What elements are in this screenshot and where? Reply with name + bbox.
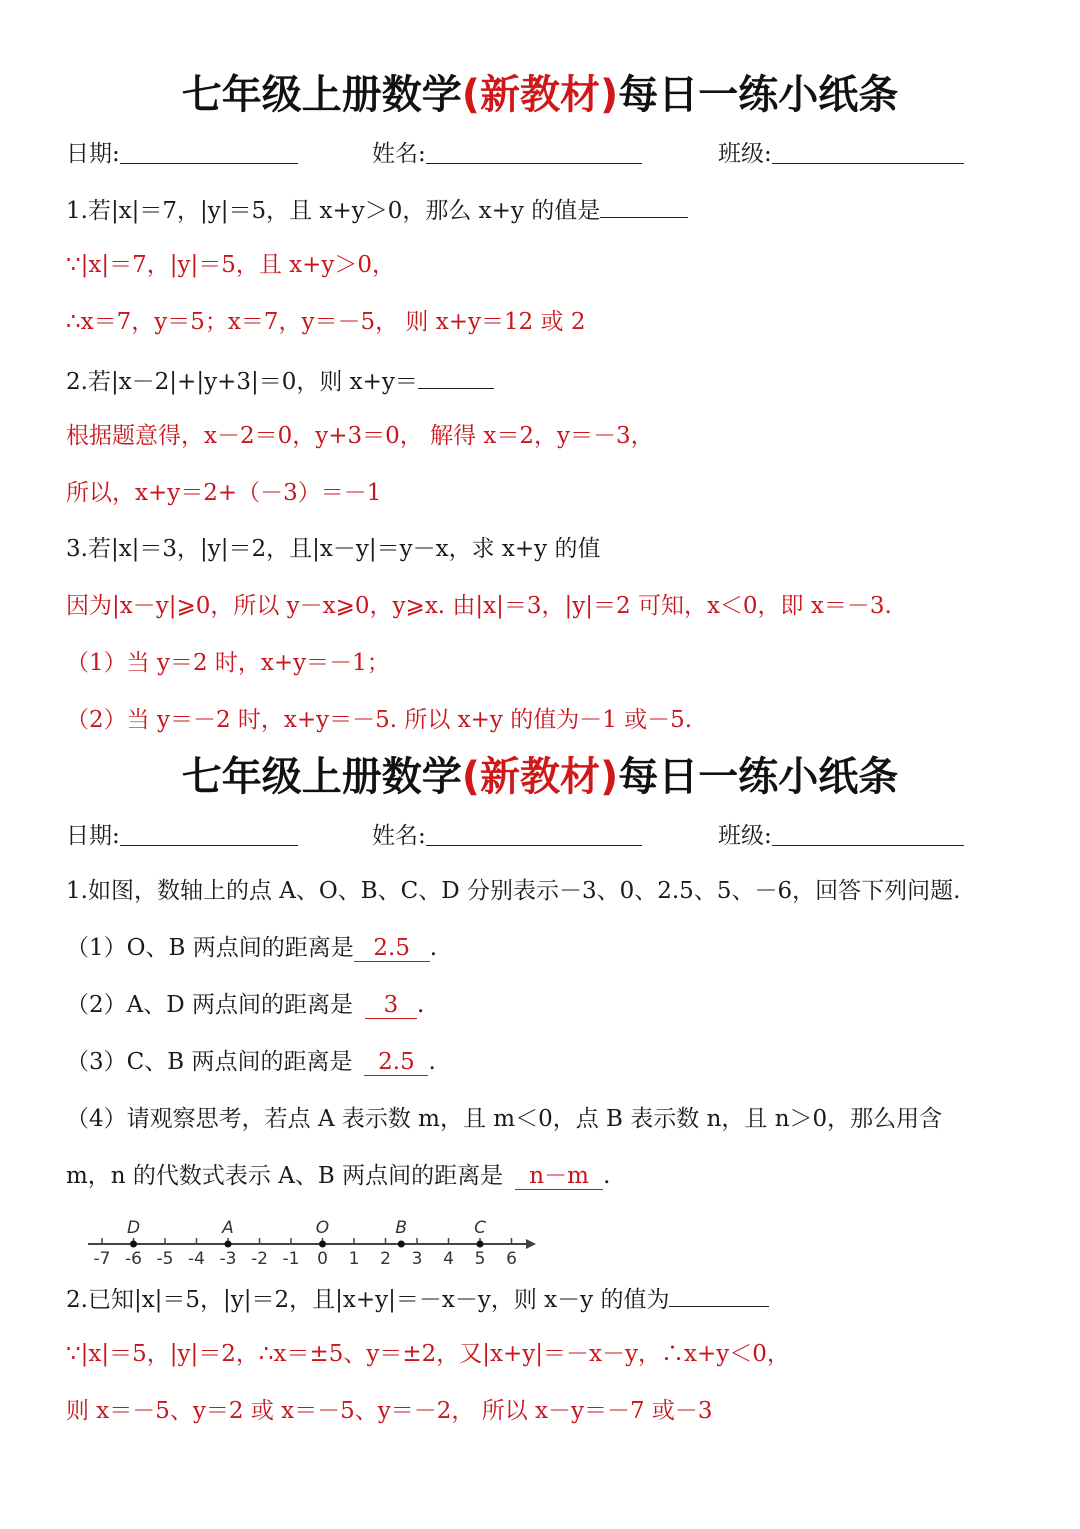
title-suffix: 每日一练小纸条 (618, 754, 899, 800)
period: . (603, 1163, 611, 1189)
point-dot (477, 1241, 484, 1248)
s1-q2-solution-2: 所以，x+y＝2+（－3）＝－1 (66, 480, 382, 506)
tick-label: -7 (93, 1249, 111, 1269)
s2-q2-text: 2.已知|x|＝5，|y|＝2，且|x+y|＝－x－y，则 x－y 的值为 (66, 1287, 670, 1313)
name-label: 姓名: (372, 823, 426, 849)
s2-q1-part1 (66, 933, 437, 963)
s1-q3: 3.若|x|＝3，|y|＝2，且|x－y|＝y－x，求 x+y 的值 (66, 536, 601, 562)
s2-q1-answer2[interactable]: 3 (365, 992, 417, 1019)
s2-q2-solution-1: ∵|x|＝5，|y|＝2，∴x＝±5、y＝±2，又|x+y|＝－x－y，∴x+y＜0， (66, 1341, 790, 1367)
point-dot (398, 1241, 405, 1248)
tick-label: 6 (506, 1249, 517, 1269)
s2-q1-answer4[interactable]: n－m (515, 1163, 603, 1190)
class-label: 班级: (718, 823, 772, 849)
sheet1-date (66, 136, 298, 169)
name-label: 姓名: (372, 141, 426, 167)
s2-q2-stem (66, 1282, 769, 1315)
s1-q3-solution-2: （1）当 y＝2 时，x+y＝－1； (66, 650, 390, 676)
s2-q1-answer1[interactable]: 2.5 (354, 935, 430, 962)
class-blank[interactable] (772, 139, 964, 164)
tick-label: 2 (380, 1249, 391, 1269)
tick-label: 1 (348, 1249, 360, 1269)
s1-q1-solution-1: ∵|x|＝7，|y|＝5，且 x+y＞0， (66, 252, 396, 278)
date-blank[interactable] (120, 821, 298, 846)
s2-q1-part4-text: m，n 的代数式表示 A、B 两点间的距离是 (66, 1163, 504, 1189)
s1-q3-solution-1: 因为|x－y|⩾0，所以 y－x⩾0，y⩾x. 由|x|＝3，|y|＝2 可知，x＜0，即 x＝－3. (66, 593, 892, 619)
class-label: 班级: (718, 141, 772, 167)
sheet1-class (718, 136, 964, 169)
sheet2-title (0, 752, 1080, 802)
s2-q1-part3 (66, 1047, 436, 1077)
name-blank[interactable] (426, 139, 642, 164)
period: . (429, 935, 438, 961)
point-label: D (126, 1218, 141, 1238)
number-line-axis (88, 1239, 536, 1249)
s1-q1 (66, 193, 688, 226)
date-blank[interactable] (120, 139, 298, 164)
point-dot (225, 1241, 232, 1248)
s1-q1-solution-2: ∴x＝7，y＝5；x＝7，y＝－5， 则 x+y＝12 或 2 (66, 309, 586, 335)
s1-q1-blank[interactable] (600, 193, 688, 218)
date-label: 日期: (66, 823, 120, 849)
class-blank[interactable] (772, 821, 964, 846)
point-label: A (222, 1218, 234, 1238)
tick-label: -1 (282, 1249, 300, 1269)
tick-label: -2 (251, 1249, 268, 1269)
point-label: O (315, 1218, 330, 1238)
tick-label: 0 (317, 1249, 328, 1269)
s2-q1-stem: 1.如图，数轴上的点 A、O、B、C、D 分别表示－3、0、2.5、5、－6，回答下列问题. (66, 878, 961, 904)
s1-q2-text: 2.若|x－2|+|y+3|＝0，则 x+y＝ (66, 369, 418, 395)
sheet2-class (718, 818, 964, 851)
sheet2-name (372, 818, 642, 851)
s1-q2-blank[interactable] (418, 364, 494, 389)
number-line-ticks (94, 1238, 517, 1269)
s1-q3-solution-3: （2）当 y＝－2 时，x+y＝－5. 所以 x+y 的值为－1 或－5. (66, 707, 693, 733)
arrow-icon (526, 1239, 536, 1249)
title-suffix: 每日一练小纸条 (618, 72, 899, 118)
sheet2-date (66, 818, 298, 851)
point-label: C (474, 1218, 486, 1238)
tick-label: -3 (219, 1249, 237, 1269)
sheet1-name (372, 136, 642, 169)
period: . (417, 992, 425, 1018)
title-prefix: 七年级上册数学 (181, 754, 462, 800)
tick-label: -5 (156, 1249, 174, 1269)
tick-label: 4 (443, 1249, 454, 1269)
date-label: 日期: (66, 141, 120, 167)
s2-q1-part3-text: （3）C、B 两点间的距离是 (66, 1049, 353, 1075)
s1-q2-solution-1: 根据题意得，x－2＝0，y+3＝0， 解得 x＝2，y＝－3， (66, 423, 654, 449)
s1-q1-text: 1.若|x|＝7，|y|＝5，且 x+y＞0，那么 x+y 的值是 (66, 198, 601, 224)
s2-q1-part2-text: （2）A、D 两点间的距离是 (66, 992, 353, 1018)
point-label: B (395, 1218, 408, 1238)
title-prefix: 七年级上册数学 (181, 72, 462, 118)
sheet1-title (0, 70, 1080, 120)
s2-q1-part4-line2 (66, 1161, 610, 1191)
period: . (428, 1049, 436, 1075)
s2-q1-part1-text: （1）O、B 两点间的距离是 (66, 935, 354, 961)
tick-label: -6 (125, 1249, 142, 1269)
title-highlight: (新教材) (461, 72, 619, 118)
name-blank[interactable] (426, 821, 642, 846)
tick-label: 3 (411, 1249, 423, 1269)
s2-q1-part2 (66, 990, 424, 1020)
s1-q2 (66, 364, 494, 397)
s2-q2-blank[interactable] (669, 1282, 769, 1307)
number-line (86, 1208, 546, 1274)
s2-q2-solution-2: 则 x＝－5、y＝2 或 x＝－5、y＝－2， 所以 x－y＝－7 或－3 (66, 1398, 713, 1424)
tick-label: 5 (474, 1249, 486, 1269)
point-dot (130, 1241, 137, 1248)
tick-label: -4 (188, 1249, 205, 1269)
s2-q1-part4-line1: （4）请观察思考，若点 A 表示数 m，且 m＜0，点 B 表示数 n，且 n＞0，那么用含 (66, 1106, 943, 1132)
point-dot (319, 1241, 326, 1248)
s2-q1-answer3[interactable]: 2.5 (364, 1049, 428, 1076)
title-highlight: (新教材) (461, 754, 619, 800)
